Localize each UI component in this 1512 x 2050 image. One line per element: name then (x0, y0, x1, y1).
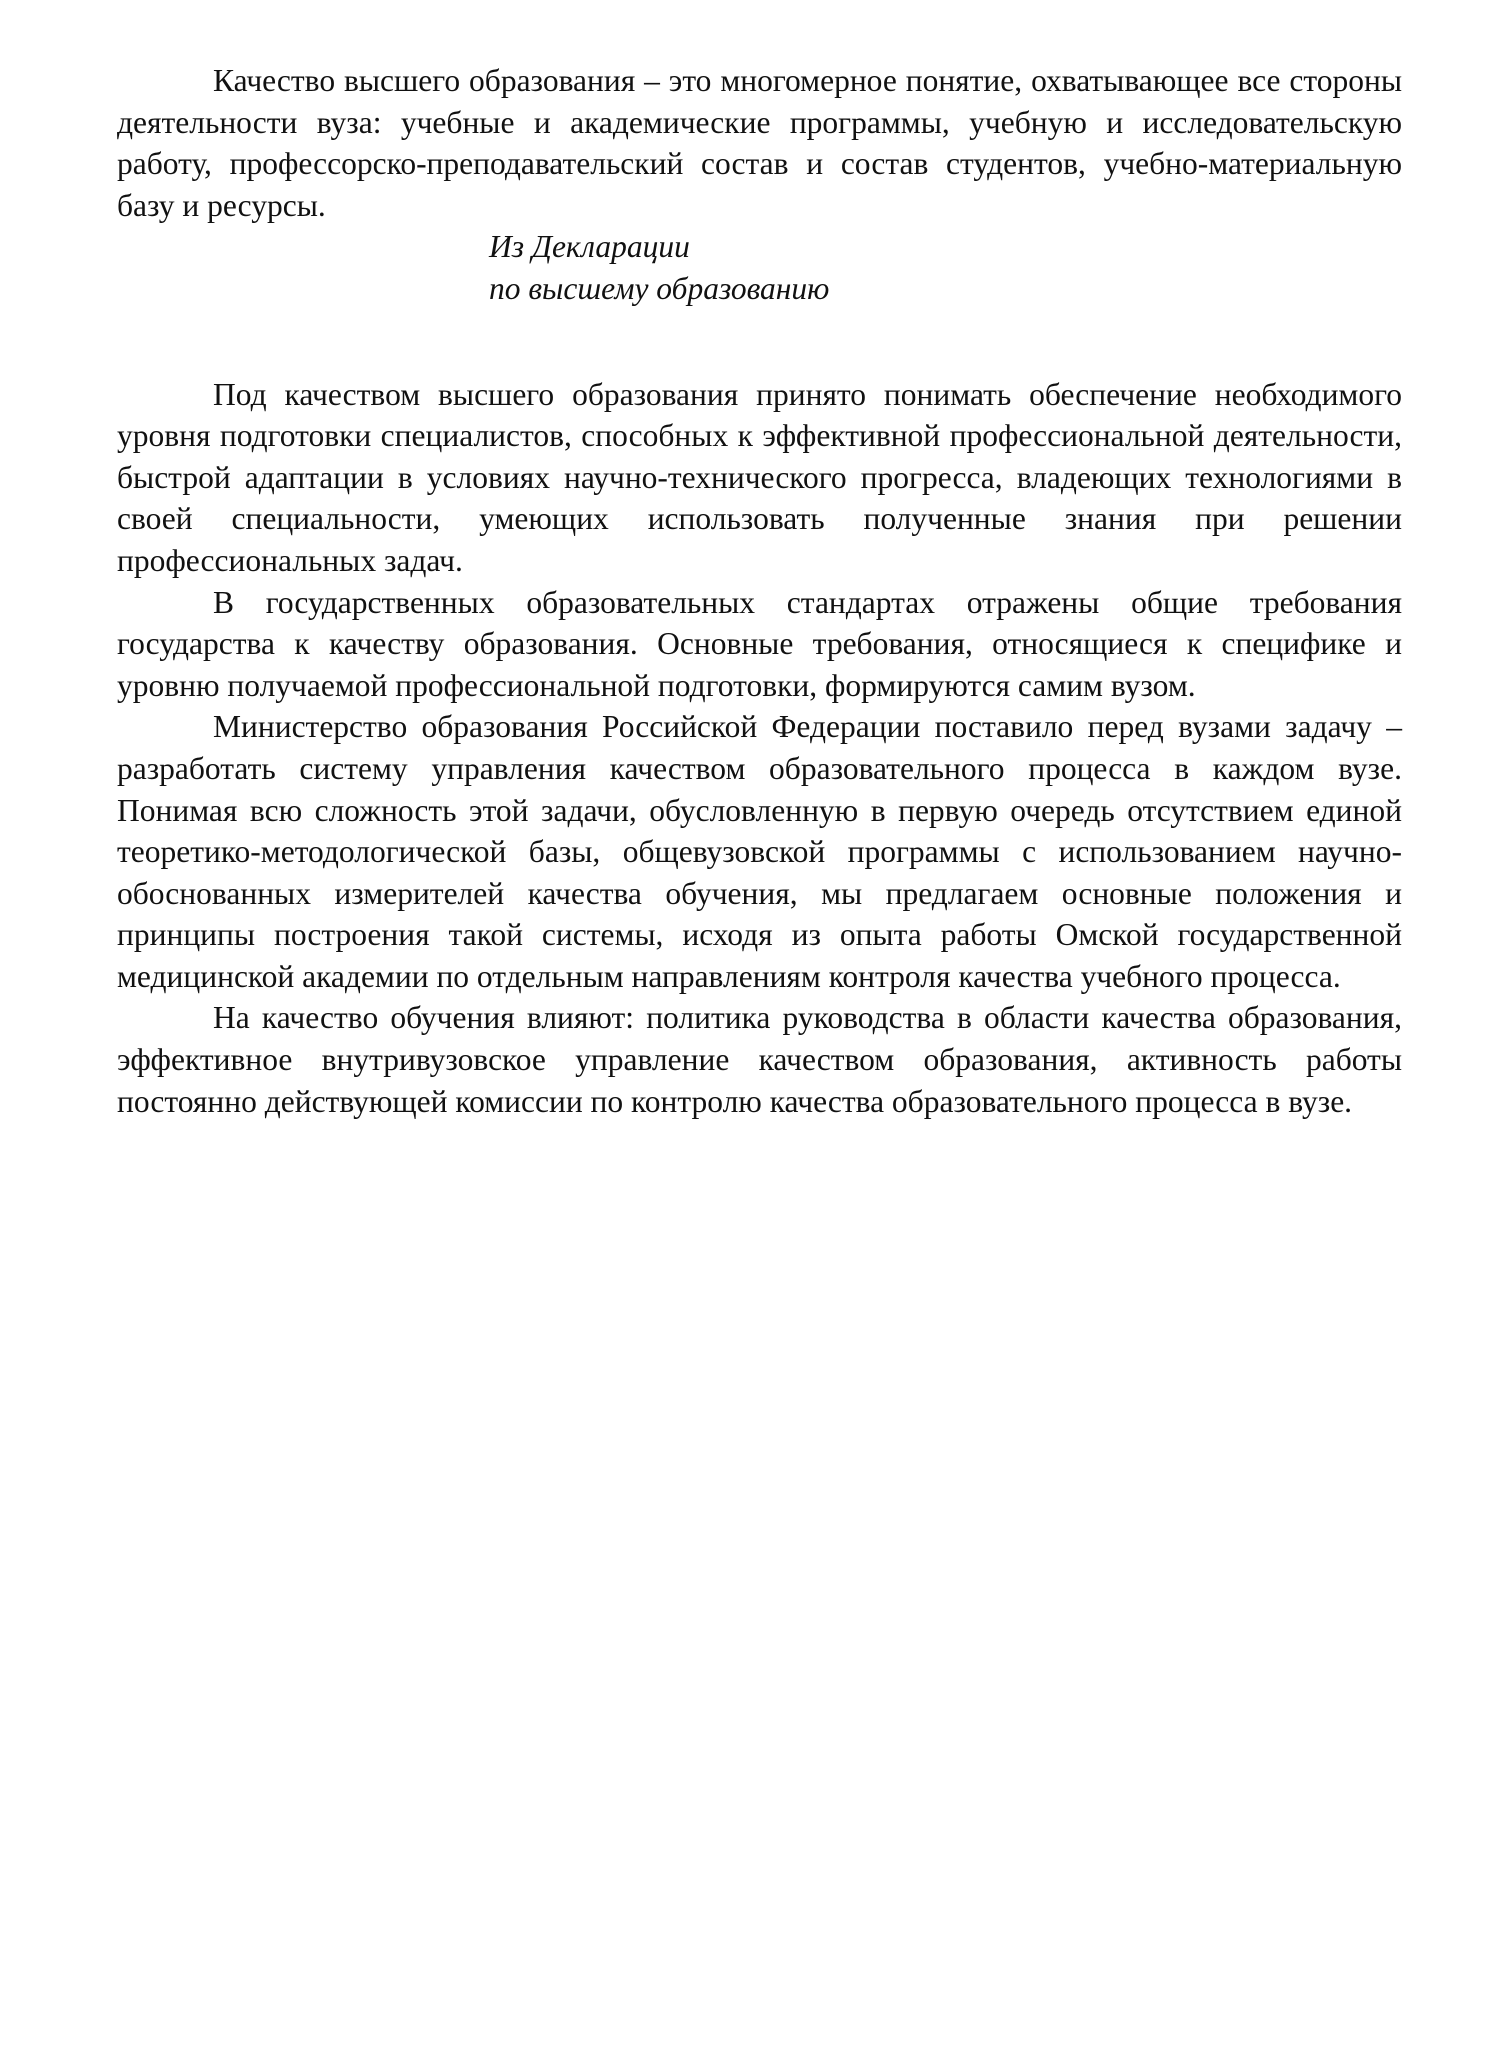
section-spacer (117, 310, 1402, 374)
attribution-line-1: Из Декларации (489, 229, 690, 265)
epigraph-attribution (117, 226, 1402, 309)
epigraph-text: Качество высшего образования – это многомерное понятие, охватывающее все стороны деятельности вуза: учебные и академические программы, учебную и исследовательскую работу, профессорско-преподавательский состав и состав студентов, учебно-материальную базу и ресурсы. (117, 63, 1402, 223)
body-paragraph-1: Под качеством высшего образования принято понимать обеспечение необходимого уровня подготовки специалистов, способных к эффективной профессиональной деятельности, быстрой адаптации в условиях научно-технического прогресса, владеющих технологиями в своей специальности, умеющих использовать полученные знания при решении профессиональных задач. (117, 376, 1402, 578)
body-paragraph-2: В государственных образовательных стандартах отражены общие требования государства к качеству образования. Основные требования, относящиеся к специфике и уровню получаемой профессиональной подготовки, формируются самим вузом. (117, 584, 1402, 703)
body-paragraph-3: Министерство образования Российской Федерации поставило перед вузами задачу – разработать систему управления качеством образовательного процесса в каждом вузе. Понимая всю сложность этой задачи, обусловленную в первую очередь отсутствием единой теоретико-методологической базы, общевузовской программы с использованием научно-обоснованных измерителей качества обучения, мы предлагаем основные положения и принципы построения такой системы, исходя из опыта работы Омской государственной медицинской академии по отдельным направлениям контроля качества учебного процесса. (117, 709, 1402, 994)
text-block (117, 60, 1402, 1122)
attribution-line-2: по высшему образованию (489, 270, 830, 306)
body-paragraph-4: На качество обучения влияют: политика руководства в области качества образования, эффективное внутривузовское управление качеством образования, активность работы постоянно действующей комиссии по контролю качества образовательного процесса в вузе. (117, 1000, 1402, 1119)
